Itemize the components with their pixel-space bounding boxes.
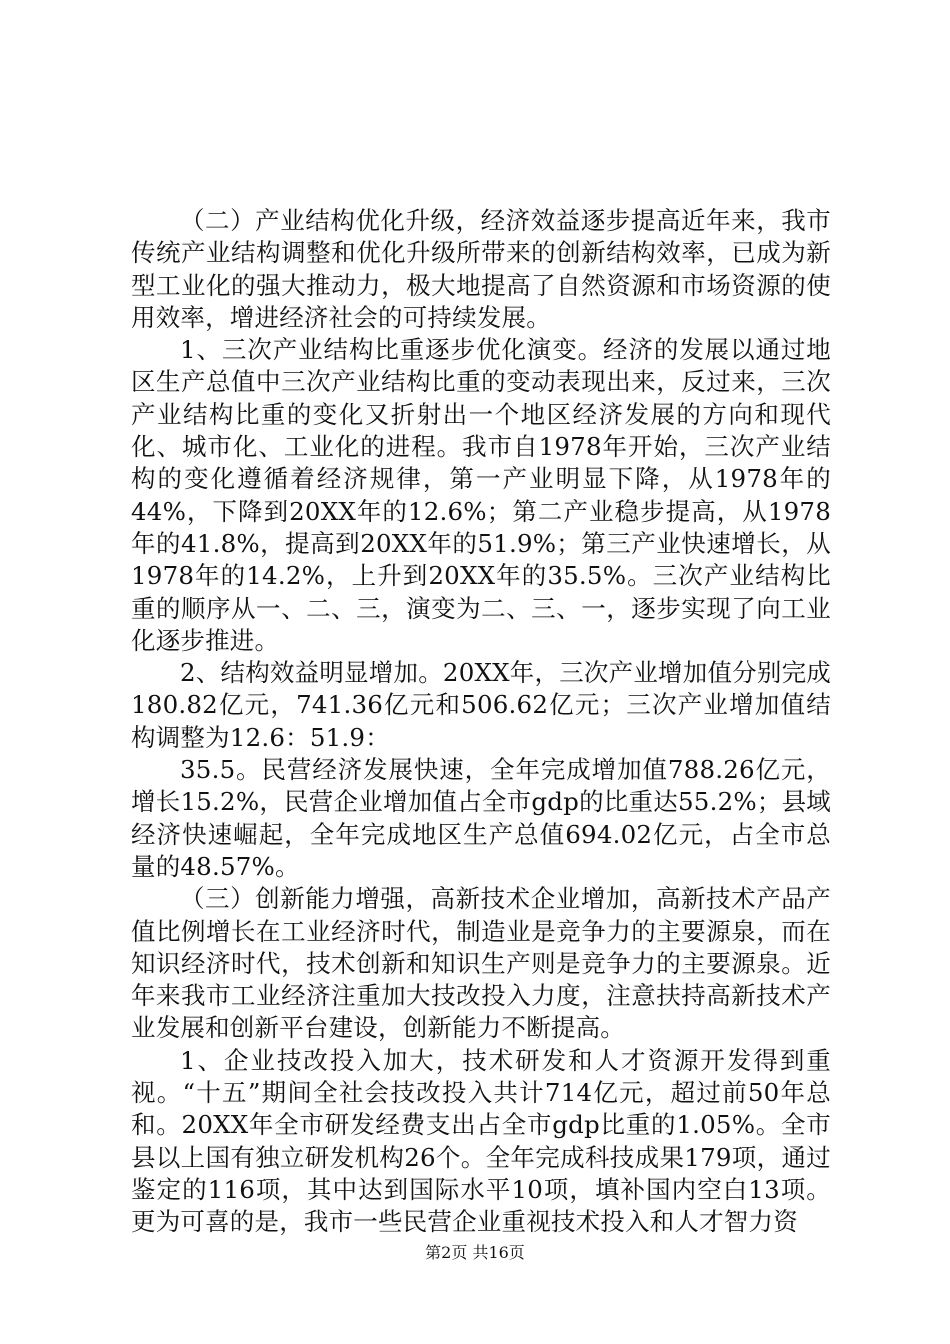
paragraph-industrial-structure-heading: （二）产业结构优化升级，经济效益逐步提高近年来，我市传统产业结构调整和优化升级所带来的创新结构效率，已成为新型工业化的强大推动力，极大地提高了自然资源和市场资源的使用效率，增进经济社会的可持续发展。 — [131, 206, 831, 332]
page-number: 第2页 共16页 — [425, 1243, 525, 1262]
paragraph-private-economy: 35.5。民营经济发展快速，全年完成增加值788.26亿元，增长15.2%，民营企业增加值占全市gdp的比重达55.2%；县域经济快速崛起，全年完成地区生产总值694.02亿元，占全市总量的48.57%。 — [131, 755, 831, 881]
page-footer — [0, 1243, 950, 1263]
paragraph-technical-investment: 1、企业技改投入加大，技术研发和人才资源开发得到重视。“十五”期间全社会技改投入共计714亿元，超过前50年总和。20XX年全市研发经费支出占全市gdp比重的1.05%。全市县以上国有独立研发机构26个。全年完成科技成果179项，通过鉴定的116项，其中达到国际水平10项，填补国内空白13项。更为可喜的是，我市一些民营企业重视技术投入和人才智力资 — [131, 1045, 831, 1237]
document-body — [131, 205, 831, 1239]
paragraph-innovation-heading: （三）创新能力增强，高新技术企业增加，高新技术产品产值比例增长在工业经济时代，制造业是竞争力的主要源泉，而在知识经济时代，技术创新和知识生产则是竞争力的主要源泉。近年来我市工业经济注重加大技改投入力度，注意扶持高新技术产业发展和创新平台建设，创新能力不断提高。 — [131, 884, 831, 1043]
paragraph-structural-benefit: 2、结构效益明显增加。20XX年，三次产业增加值分别完成180.82亿元，741.36亿元和506.62亿元；三次产业增加值结构调整为12.6：51.9： — [131, 658, 831, 752]
paragraph-three-industries-ratio: 1、三次产业结构比重逐步优化演变。经济的发展以通过地区生产总值中三次产业结构比重的变动表现出来，反过来，三次产业结构比重的变化又折射出一个地区经济发展的方向和现代化、城市化、工业化的进程。我市自1978年开始，三次产业结构的变化遵循着经济规律，第一产业明显下降，从1978年的44%，下降到20XX年的12.6%；第二产业稳步提高，从1978年的41.8%，提高到20XX年的51.9%；第三产业快速增长，从1978年的14.2%，上升到20XX年的35.5%。三次产业结构比重的顺序从一、二、三，演变为二、三、一，逐步实现了向工业化逐步推进。 — [131, 335, 831, 655]
